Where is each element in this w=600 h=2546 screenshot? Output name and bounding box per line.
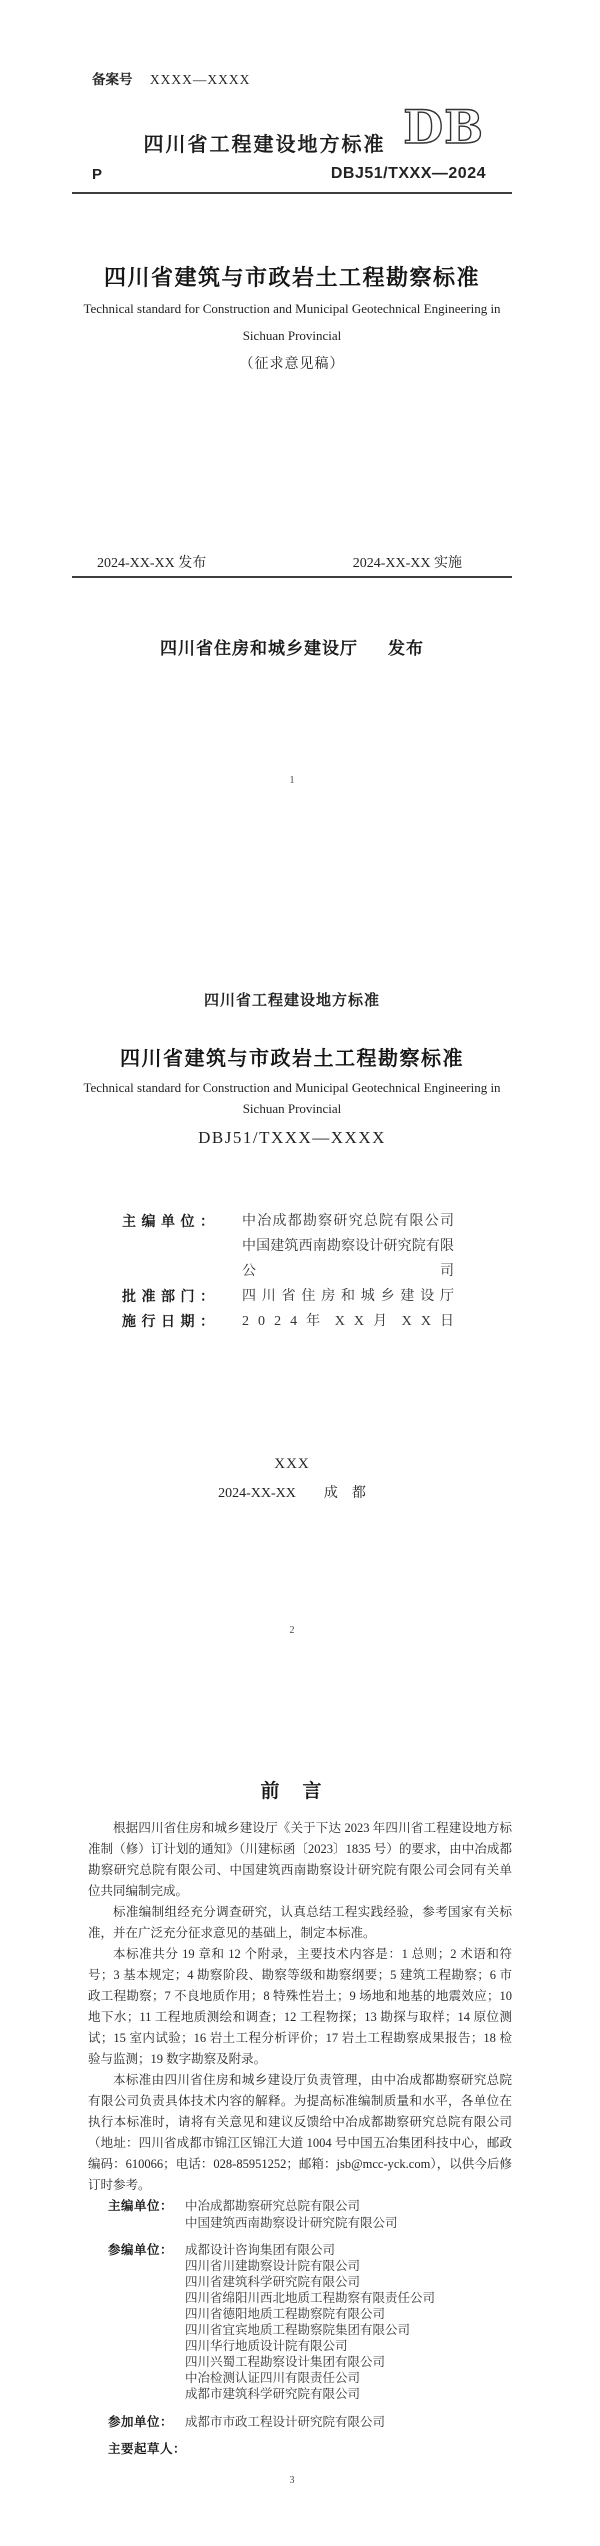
issue-implement-dates xyxy=(97,552,462,572)
co-editor-unit: 四川华行地质设计院有限公司 xyxy=(185,2339,348,2353)
drafters-label: 主要起草人： xyxy=(108,2442,187,2456)
foreword-paragraph: 根据四川省住房和城乡建设厅《关于下达 2023 年四川省工程建设地方标准制（修）订计划的通知》（川建标函〔2023〕1835 号）的要求，由中冶成都勘察研究总院有限公司、中国建筑西南勘察设计研究院有限公司会同有关单位共同编制完成。 xyxy=(88,1821,512,1898)
record-number-value: XXXX—XXXX xyxy=(149,72,251,87)
co-editor-unit: 成都设计咨询集团有限公司 xyxy=(185,2243,336,2257)
foreword-paragraph: 标准编制组经充分调查研究，认真总结工程实践经验，参考国家有关标准，并在广泛充分征求意见的基础上，制定本标准。 xyxy=(88,1905,512,1940)
chief-editor-unit: 中冶成都勘察研究总院有限公司 xyxy=(242,1214,454,1229)
implementation-date-row xyxy=(122,1309,454,1334)
foreword-page xyxy=(72,1697,512,2546)
publisher-name: 四川省住房和城乡建设厅 xyxy=(160,639,358,658)
inner-title-en-line2: Sichuan Provincial xyxy=(242,1101,342,1116)
co-editor-unit: 成都市建筑科学研究院有限公司 xyxy=(185,2387,361,2401)
approval-department-value: 四川省住房和城乡建设厅 xyxy=(242,1289,454,1304)
implementation-date-value: 2 0 2 4 年 X X 月 X X 日 xyxy=(242,1314,454,1329)
participating-unit-row xyxy=(108,2414,512,2431)
page-number-2: 2 xyxy=(289,1625,295,1636)
p-mark: P xyxy=(92,166,103,183)
co-editor-unit: 四川省绵阳川西北地质工程勘察有限责任公司 xyxy=(185,2291,436,2305)
foreword-heading: 前 言 xyxy=(260,1781,324,1802)
cover-page xyxy=(72,0,512,849)
cover-title-cn: 四川省建筑与市政岩土工程勘察标准 xyxy=(103,265,480,290)
page-number-3: 3 xyxy=(289,2475,295,2486)
chief-editor-row xyxy=(122,1209,454,1284)
implementation-date-value-wrap xyxy=(242,1309,454,1334)
chief-editor-unit: 中冶成都勘察研究总院有限公司 xyxy=(185,2199,361,2213)
footer-rule xyxy=(72,576,512,578)
co-editor-units xyxy=(185,2242,512,2402)
foreword-paragraph: 本标准共分 19 章和 12 个附录，主要技术内容是：1 总则；2 术语和符号；3 基本规定；4 勘察阶段、勘察等级和勘察纲要；5 建筑工程勘察；6 市政工程勘察；7 不良地质作用；8 特殊性岩土；9 场地和地基的地震效应；10 地下水；11 工程地质测绘和调查；12 工程物探；13 勘探与取样；14 原位测试；15 室内试验；16 岩土工程分析评价；17 岩土工程勘察成果报告；18 检验与监测；19 数字勘察及附录。 xyxy=(88,1947,512,2066)
issue-date: 2024-XX-XX 发布 xyxy=(97,556,207,571)
chief-editor-units xyxy=(185,2198,512,2232)
foreword-paragraph: 本标准由四川省住房和城乡建设厅负责管理，由中冶成都勘察研究总院有限公司负责具体技术内容的解释。为提高标准编制质量和水平，各单位在执行本标准时，请将有关意见和建议反馈给中冶成都勘察研究总院有限公司（地址：四川省成都市锦江区锦江大道 1004 号中国五冶集团科技中心，邮政编码：610066；电话：028-85951252；邮箱：jsb@mcc-yck.com），以供今后修订时参考。 xyxy=(88,2073,512,2192)
chief-editor-label: 主编单位： xyxy=(108,2199,174,2213)
co-editor-unit: 中冶检测认证四川有限责任公司 xyxy=(185,2371,361,2385)
press-name: XXX xyxy=(274,1456,310,1472)
participating-unit: 成都市市政工程设计研究院有限公司 xyxy=(185,2415,386,2429)
standard-code: DBJ51/TXXX—XXXX xyxy=(198,1128,386,1147)
record-number-label: 备案号 xyxy=(92,72,133,87)
cover-title-en-line2: Sichuan Provincial xyxy=(242,328,342,343)
header-rule xyxy=(72,192,512,194)
publish-word: 发布 xyxy=(388,639,424,658)
co-editor-unit: 四川省建筑科学研究院有限公司 xyxy=(185,2275,361,2289)
approval-department-row xyxy=(122,1284,454,1309)
foreword-body xyxy=(88,1818,512,2196)
chief-editor-label: 主编单位： xyxy=(122,1213,214,1229)
co-editor-label: 参编单位： xyxy=(108,2243,174,2257)
approval-department-label: 批准部门： xyxy=(122,1288,214,1304)
publication-info-block xyxy=(122,1209,454,1334)
db-logo: DB xyxy=(403,100,484,154)
standard-series-title: 四川省工程建设地方标准 xyxy=(143,134,386,156)
chief-editor-unit: 中国建筑西南勘察设计研究院有限公司 xyxy=(242,1239,454,1279)
implement-date: 2024-XX-XX 实施 xyxy=(352,556,462,571)
inner-title-cn: 四川省建筑与市政岩土工程勘察标准 xyxy=(120,1048,464,1070)
co-editor-row xyxy=(108,2242,512,2402)
draft-note: （征求意见稿） xyxy=(239,357,345,372)
inner-title-en-line1: Technical standard for Construction and Municipal Geotechnical Engineering in xyxy=(83,1080,501,1095)
co-editor-unit: 四川省川建勘察设计院有限公司 xyxy=(185,2259,361,2273)
publisher-line xyxy=(72,634,512,659)
participating-unit-label: 参加单位： xyxy=(108,2415,174,2429)
approval-department-value-wrap xyxy=(242,1284,454,1309)
chief-editor-unit: 中国建筑西南勘察设计研究院有限公司 xyxy=(185,2216,398,2230)
implementation-date-label: 施行日期： xyxy=(122,1313,214,1329)
cover-title-en-line1: Technical standard for Construction and Municipal Geotechnical Engineering in xyxy=(83,301,501,316)
participating-units xyxy=(185,2414,512,2431)
record-number-line xyxy=(92,68,250,88)
page-number-1: 1 xyxy=(289,775,295,786)
standard-code: DBJ51/TXXX—2024 xyxy=(330,165,486,182)
chief-editor-row xyxy=(108,2198,512,2232)
co-editor-unit: 四川省德阳地质工程勘察院有限公司 xyxy=(185,2307,386,2321)
standard-series-title: 四川省工程建设地方标准 xyxy=(203,992,380,1009)
co-editor-unit: 四川省宜宾地质工程勘察院集团有限公司 xyxy=(185,2323,411,2337)
inner-title-page xyxy=(72,849,512,1697)
drafters-row xyxy=(108,2441,512,2458)
publish-date-city: 2024-XX-XX 成 都 xyxy=(218,1486,366,1501)
co-editor-unit: 四川兴蜀工程勘察设计集团有限公司 xyxy=(185,2355,386,2369)
chief-editor-units xyxy=(242,1209,454,1284)
credits-block xyxy=(108,2198,512,2458)
